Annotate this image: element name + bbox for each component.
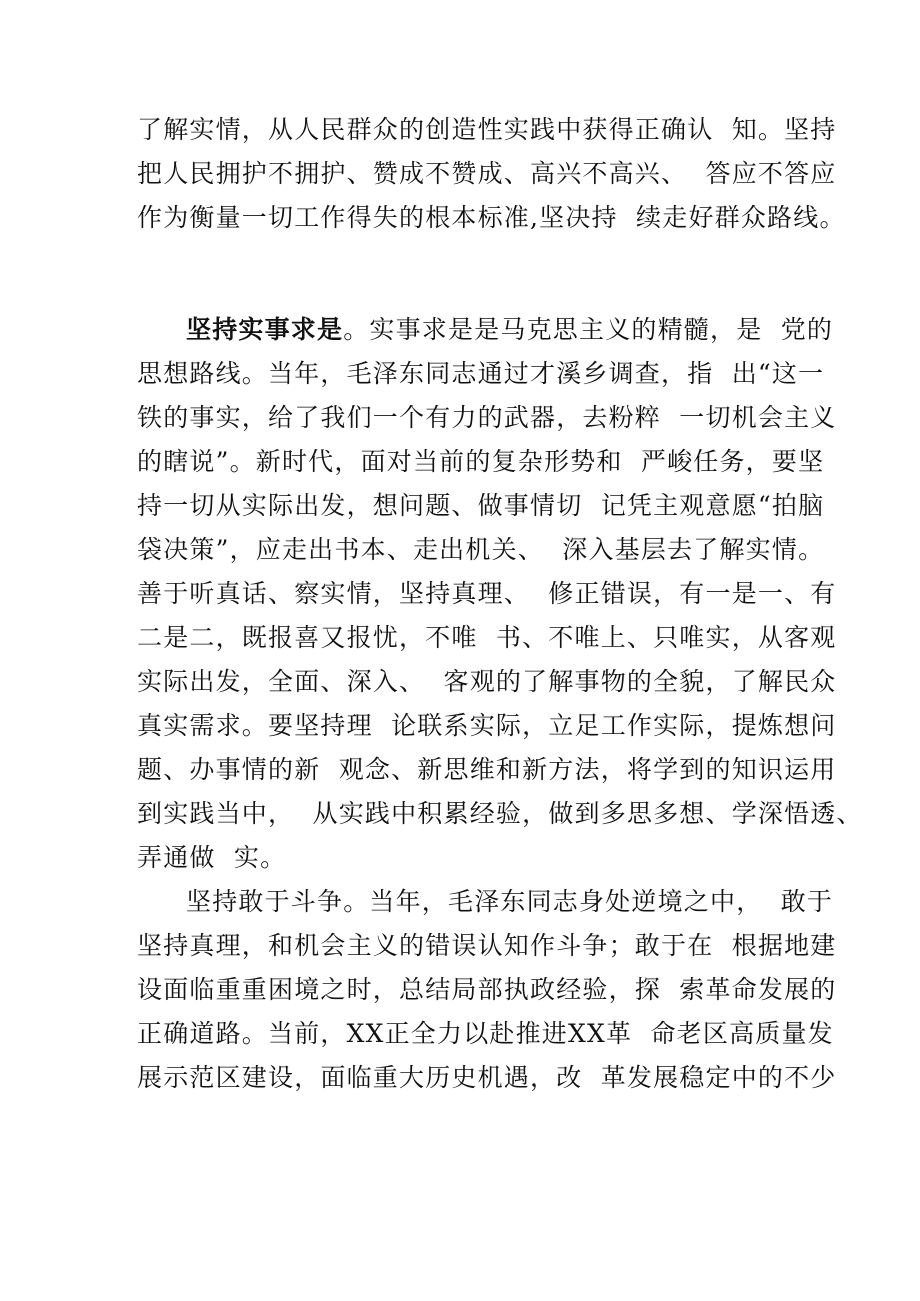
paragraph-line: 实际出发，全面、深入、 客观的了解事物的全貌，了解民众 [137, 667, 837, 696]
paragraph-line: 袋决策”，应走出书本、走出机关、 深入基层去了解实情。 [137, 535, 825, 564]
paragraph-line: 题、办事情的新 观念、新思维和新方法，将学到的知识运用 [137, 755, 837, 784]
paragraph-line: 正确道路。当前，XX正全力以赴推进XX革 命老区高质量发 [137, 1019, 834, 1048]
paragraph-line: 作为衡量一切工作得失的根本标准,坚决持 续走好群众路线。 [137, 203, 846, 232]
paragraph-first-line [186, 310, 846, 350]
paragraph-line: 善于听真话、察实情，坚持真理、 修正错误，有一是一、有 [137, 579, 837, 608]
paragraph-line: 真实需求。要坚持理 论联系实际，立足工作实际，提炼想问 [137, 711, 837, 740]
paragraph-line: 弄通做 实。 [137, 843, 287, 872]
paragraph-line: 了解实情，从人民群众的创造性实践中获得正确认 知。坚持 [137, 115, 837, 144]
section-heading: 坚持实事求是 [186, 315, 344, 344]
paragraph-line: 坚持真理，和机会主义的错误认知作斗争；敢于在 根据地建 [137, 931, 837, 960]
paragraph-line: 思想路线。当年，毛泽东同志通过才溪乡调查，指 出“这一 [137, 359, 825, 388]
paragraph-line: 到实践当中， 从实践中积累经验，做到多思多想、学深悟透、 [137, 799, 863, 828]
paragraph-line: 二是二，既报喜又报忧，不唯 书、不唯上、只唯实，从客观 [137, 623, 837, 652]
paragraph-line: 铁的事实，给了我们一个有力的武器，去粉粹 一切机会主义 [137, 403, 837, 432]
paragraph-line: 把人民拥护不拥护、赞成不赞成、高兴不高兴、 答应不答应 [137, 159, 837, 188]
paragraph-line: 的瞎说”。新时代，面对当前的复杂形势和 严峻任务，要坚 [137, 447, 825, 476]
paragraph-first-line: 坚持敢于斗争。当年，毛泽东同志身处逆境之中， 敢于 [186, 887, 834, 916]
paragraph-line: 展示范区建设，面临重大历史机遇，改 革发展稳定中的不少 [137, 1063, 837, 1092]
paragraph-line: 持一切从实际出发，想问题、做事情切 记凭主观意愿“拍脑 [137, 491, 825, 520]
paragraph-line: 设面临重重困境之时，总结局部执政经验，探 索革命发展的 [137, 975, 837, 1004]
paragraph-text: 。实事求是是马克思主义的精髓，是 党的 [343, 315, 834, 344]
